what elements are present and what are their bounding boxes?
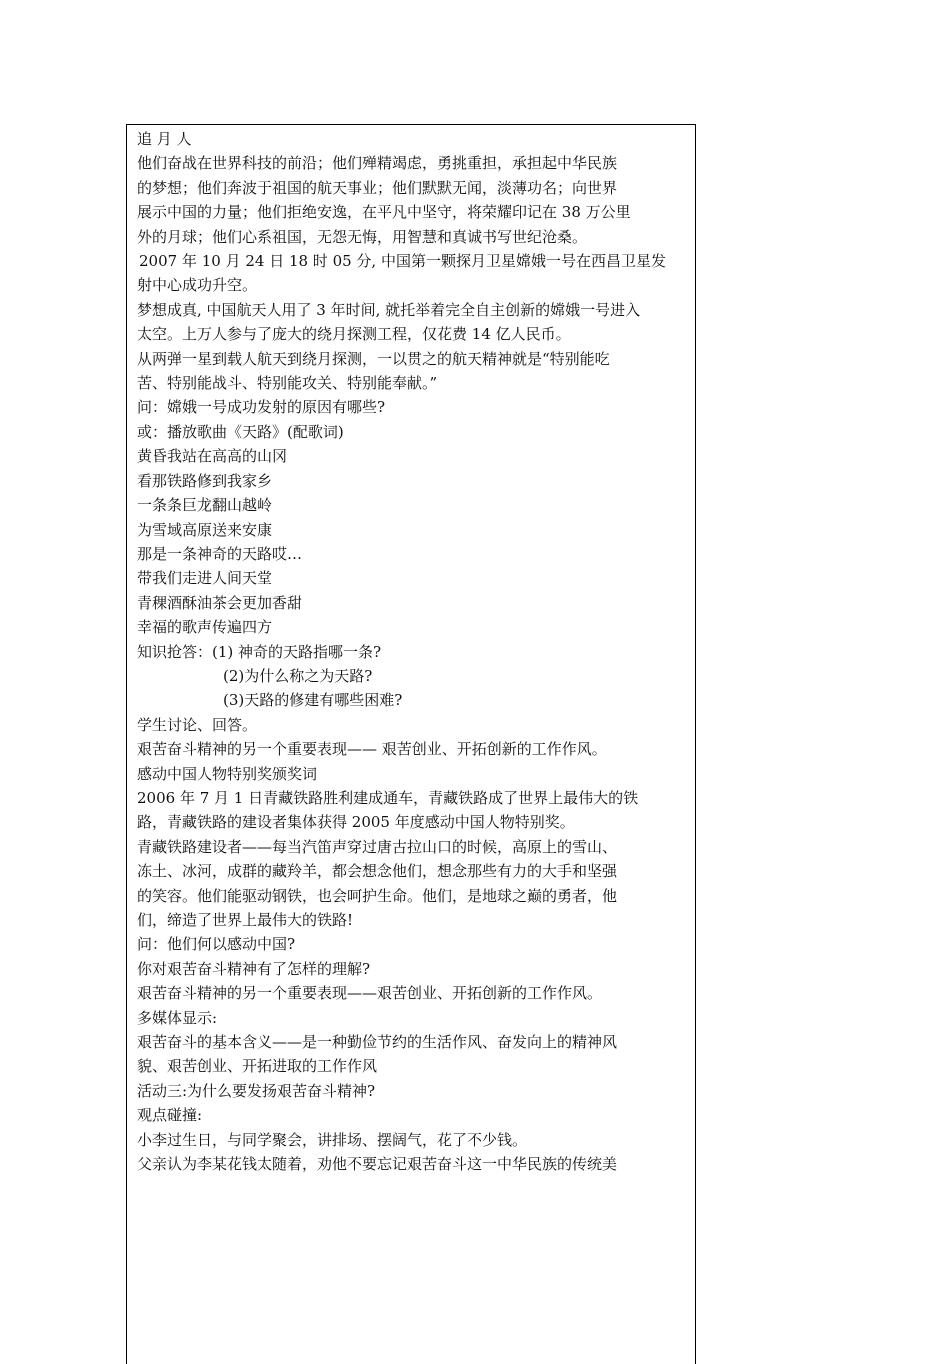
text-line: 学生讨论、回答。	[137, 715, 258, 734]
text-line: 梦想成真, 中国航天人用了 3 年时间, 就托举着完全自主创新的嫦娥一号进入	[137, 300, 641, 319]
text-line: 父亲认为李某花钱太随着，劝他不要忘记艰苦奋斗这一中华民族的传统美	[137, 1155, 618, 1174]
lyric-line: 那是一条神奇的天路哎…	[137, 544, 303, 563]
text-line: 艰苦奋斗精神的另一个重要表现—— 艰苦创业、开拓创新的工作作风。	[137, 740, 607, 759]
text-line: 感动中国人物特别奖颁奖词	[137, 764, 318, 783]
text-line: 展示中国的力量；他们拒绝安逸，在平凡中坚守，将荣耀印记在 38 万公里	[137, 203, 631, 222]
lyric-line: 看那铁路修到我家乡	[137, 471, 273, 490]
text-line: 或：播放歌曲《天路》(配歌词)	[137, 422, 344, 441]
text-line: 艰苦奋斗精神的另一个重要表现——艰苦创业、开拓创新的工作作风。	[137, 984, 603, 1003]
text-line: 他们奋战在世界科技的前沿；他们殚精竭虑，勇挑重担，承担起中华民族	[137, 154, 618, 173]
text-line: 活动三:为什么要发扬艰苦奋斗精神?	[137, 1081, 376, 1100]
text-line: 青藏铁路建设者——每当汽笛声穿过唐古拉山口的时候，高原上的雪山、	[137, 837, 618, 856]
question-line: 问：他们何以感动中国?	[137, 935, 296, 954]
text-line: 外的月球；他们心系祖国，无怨无悔，用智慧和真诚书写世纪沧桑。	[137, 227, 588, 246]
lyric-line: 一条条巨龙翻山越岭	[137, 496, 273, 515]
text-line: 你对艰苦奋斗精神有了怎样的理解?	[137, 959, 371, 978]
quiz-line: (3)天路的修建有哪些困难?	[223, 691, 403, 710]
document-body	[137, 127, 689, 1176]
lyric-line: 青稞酒酥油茶会更加香甜	[137, 593, 303, 612]
lyric-line: 黄昏我站在高高的山冈	[137, 447, 288, 466]
text-line: 的笑容。他们能驱动钢铁，也会呵护生命。他们，是地球之巅的勇者，他	[137, 886, 618, 905]
section-title: 追 月 人	[137, 130, 192, 148]
quiz-line: (2)为什么称之为天路?	[223, 666, 373, 685]
document-table-cell	[126, 124, 696, 1364]
text-line: 艰苦奋斗的基本含义——是一种勤俭节约的生活作风、奋发向上的精神风	[137, 1033, 618, 1052]
text-line: 小李过生日，与同学聚会，讲排场、摆阔气，花了不少钱。	[137, 1130, 528, 1149]
text-line: 貌、艰苦创业、开拓进取的工作作风	[137, 1057, 378, 1076]
quiz-line: 知识抢答：(1) 神奇的天路指哪一条?	[137, 642, 382, 661]
lyric-line: 幸福的歌声传遍四方	[137, 618, 273, 637]
text-line: 多媒体显示:	[137, 1008, 218, 1027]
text-line: 射中心成功升空。	[137, 276, 258, 295]
lyric-line: 为雪域高原送来安康	[137, 520, 273, 539]
text-line: 2006 年 7 月 1 日青藏铁路胜利建成通车，青藏铁路成了世界上最伟大的铁	[137, 788, 639, 807]
text-line: 们，缔造了世界上最伟大的铁路!	[137, 911, 354, 929]
question-line: 问：嫦娥一号成功发射的原因有哪些?	[137, 398, 386, 417]
text-line: 路，青藏铁路的建设者集体获得 2005 年度感动中国人物特别奖。	[137, 813, 575, 832]
text-line: 2007 年 10 月 24 日 18 时 05 分, 中国第一颗探月卫星嫦娥一号在西昌卫星发	[139, 252, 666, 271]
text-line: 从两弹一星到载人航天到绕月探测，一以贯之的航天精神就是“特别能吃	[137, 349, 610, 368]
text-line: 的梦想；他们奔波于祖国的航天事业；他们默默无闻，淡薄功名；向世界	[137, 178, 618, 197]
text-line: 观点碰撞:	[137, 1106, 203, 1125]
lyric-line: 带我们走进人间天堂	[137, 569, 273, 588]
text-line: 太空。上万人参与了庞大的绕月探测工程，仅花费 14 亿人民币。	[137, 325, 571, 344]
text-line: 冻土、冰河，成群的藏羚羊，都会想念他们，想念那些有力的大手和坚强	[137, 862, 618, 881]
text-line: 苦、特别能战斗、特别能攻关、特别能奉献。”	[137, 374, 438, 393]
